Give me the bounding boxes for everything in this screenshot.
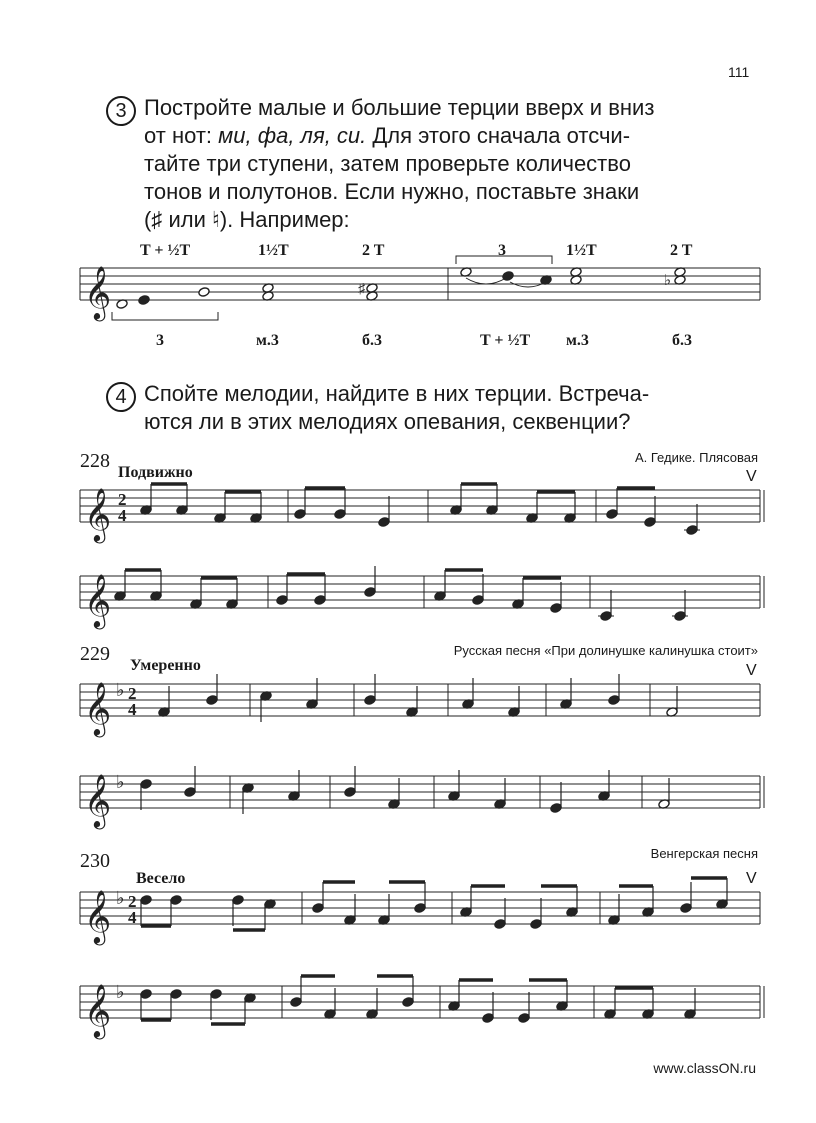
footer-url: www.classON.ru	[653, 1060, 756, 1076]
note-head	[140, 895, 152, 906]
note-head	[644, 517, 656, 528]
label-top-6: 2 T	[670, 242, 693, 259]
exercise-3-line-2a: от нот:	[144, 123, 219, 148]
note-head	[314, 595, 326, 606]
melody-229-staff-1-time-num: 2	[128, 684, 137, 703]
melody-230-staff-1-time-num: 2	[128, 892, 137, 911]
note-head	[550, 603, 562, 614]
label-top-3: 2 T	[362, 242, 385, 259]
label-bottom-2: м.3	[256, 332, 279, 349]
melody-228-staff-1-time-num: 2	[118, 490, 127, 509]
note-head	[402, 997, 414, 1008]
melody-229-tempo: Умеренно	[130, 657, 201, 674]
bracket-top	[456, 256, 552, 264]
staves	[80, 256, 764, 1039]
label-bottom-3: б.3	[362, 332, 382, 349]
melody-230-staff-1-time-den: 4	[128, 908, 137, 927]
breath-mark-228: V	[746, 468, 757, 485]
exercise-number-3: 3	[106, 96, 136, 126]
melody-230-credit: Венгерская песня	[650, 846, 758, 861]
melody-229-staff-1-treble-clef: 𝄞	[84, 683, 112, 734]
melody-230-tempo: Весело	[136, 870, 186, 887]
note-head	[210, 989, 222, 1000]
example-staff-treble-clef: 𝄞	[84, 267, 112, 318]
note-head	[290, 997, 302, 1008]
note-head	[482, 1013, 494, 1024]
melody-229-number: 229	[80, 643, 110, 665]
melody-228-staff-2-treble-clef: 𝄞	[84, 575, 112, 626]
breath-mark-229: V	[746, 662, 757, 679]
label-bottom-1: 3	[156, 332, 164, 349]
bracket-bottom	[112, 312, 218, 320]
label-bottom-6: б.3	[672, 332, 692, 349]
exercise-3-notes: ми, фа, ля, си.	[218, 123, 367, 148]
label-bottom-5: м.3	[566, 332, 589, 349]
note-head	[550, 803, 562, 814]
note-head	[138, 295, 150, 306]
note-head	[170, 989, 182, 1000]
note-head	[184, 787, 196, 798]
note-head	[472, 595, 484, 606]
melody-228-credit: А. Гедике. Плясовая	[634, 450, 758, 465]
flat-sign: ♭	[664, 273, 672, 289]
melody-228-tempo: Подвижно	[118, 464, 193, 481]
note-head	[140, 779, 152, 790]
note-head	[530, 919, 542, 930]
exercise-3-line-4: тонов и полутонов. Если нужно, поставьте знаки	[144, 179, 640, 204]
note-head	[232, 895, 244, 906]
note-head	[344, 787, 356, 798]
melody-230-number: 230	[80, 850, 110, 872]
note-head	[198, 287, 210, 298]
melody-230-staff-2-treble-clef: 𝄞	[84, 985, 112, 1036]
note-head	[378, 517, 390, 528]
note-head	[608, 695, 620, 706]
melody-229-staff-1-key-flat: ♭	[116, 680, 125, 700]
melody-230-staff-1-treble-clef: 𝄞	[84, 891, 112, 942]
note-head	[364, 695, 376, 706]
note-head	[276, 595, 288, 606]
melody-228-staff-1-time-den: 4	[118, 506, 127, 525]
note-head	[170, 895, 182, 906]
exercise-4-line-2: ются ли в этих мелодиях опевания, секвенции?	[144, 409, 631, 434]
label-top-1: T + ½T	[140, 242, 191, 259]
melody-229-staff-2-key-flat: ♭	[116, 772, 125, 792]
label-top-4: 3	[498, 242, 506, 259]
melody-228-number: 228	[80, 450, 110, 472]
exercise-3-line-3: тайте три ступени, затем проверьте количество	[144, 151, 631, 176]
exercise-3-line-1: Постройте малые и большие терции вверх и вниз	[144, 95, 655, 120]
note-head	[606, 509, 618, 520]
melody-230-staff-1-key-flat: ♭	[116, 888, 125, 908]
note-head	[206, 695, 218, 706]
note-head	[494, 919, 506, 930]
label-top-5: 1½T	[566, 242, 597, 259]
exercise-number-4: 4	[106, 382, 136, 412]
exercise-3-line-5: (♯ или ♮). Например:	[144, 207, 350, 232]
note-head	[518, 1013, 530, 1024]
melody-230-staff-2-key-flat: ♭	[116, 982, 125, 1002]
note-head	[294, 509, 306, 520]
label-bottom-4: T + ½T	[480, 332, 531, 349]
exercise-4-line-1: Спойте мелодии, найдите в них терции. Встреча-	[144, 381, 650, 406]
exercise-3-line-2b: Для этого сначала отсчи-	[366, 123, 631, 148]
note-head	[414, 903, 426, 914]
melody-229-staff-1-time-den: 4	[128, 700, 137, 719]
note-head	[334, 509, 346, 520]
tie-1	[466, 278, 506, 284]
sharp-sign: ♯	[358, 282, 365, 297]
note-head	[140, 989, 152, 1000]
breath-mark-230: V	[746, 870, 757, 887]
page-number: 111	[728, 64, 750, 80]
melody-228-staff-1-treble-clef: 𝄞	[84, 489, 112, 540]
melody-229-credit: Русская песня «При долинушке калинушка стоит»	[453, 643, 758, 658]
note-head	[312, 903, 324, 914]
label-top-2: 1½T	[258, 242, 289, 259]
note-head	[680, 903, 692, 914]
melody-229-staff-2-treble-clef: 𝄞	[84, 775, 112, 826]
note-head	[364, 587, 376, 598]
